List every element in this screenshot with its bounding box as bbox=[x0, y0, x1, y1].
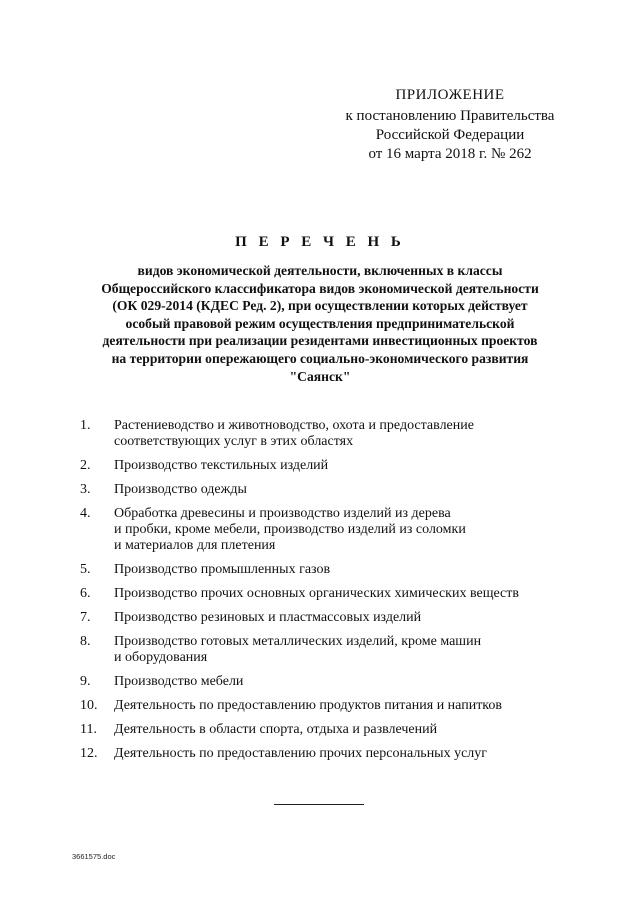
item-line: Растениеводство и животноводство, охота и предоставление bbox=[114, 418, 474, 433]
subtitle-line: на территории опережающего социально-экономического развития bbox=[111, 350, 529, 366]
item-number: 7. bbox=[80, 610, 91, 625]
list-item bbox=[80, 746, 580, 762]
item-line: Производство текстильных изделий bbox=[114, 458, 329, 473]
subtitle-line: особый правовой режим осуществления предпринимательской bbox=[125, 315, 515, 331]
item-text bbox=[114, 698, 580, 714]
list-item bbox=[80, 418, 580, 450]
item-number: 12. bbox=[80, 746, 98, 761]
item-line: Производство промышленных газов bbox=[114, 562, 331, 577]
item-number: 1. bbox=[80, 418, 91, 433]
list-item bbox=[80, 482, 580, 498]
list-item bbox=[80, 562, 580, 578]
item-line: Деятельность по предоставлению продуктов питания и напитков bbox=[114, 698, 503, 713]
item-text bbox=[114, 674, 580, 690]
item-number: 3. bbox=[80, 482, 91, 497]
item-text bbox=[114, 634, 580, 666]
item-text bbox=[114, 506, 580, 554]
item-text bbox=[114, 610, 580, 626]
file-name: 3661575.doc bbox=[72, 852, 116, 861]
appendix-line-1: к постановлению Правительства bbox=[345, 108, 555, 124]
item-line: Производство резиновых и пластмассовых изделий bbox=[114, 610, 422, 625]
item-line: Обработка древесины и производство изделий из дерева bbox=[114, 506, 451, 521]
appendix-line-2: Российской Федерации bbox=[375, 127, 525, 143]
subtitle-line: "Саянск" bbox=[289, 368, 351, 384]
item-number: 9. bbox=[80, 674, 91, 689]
item-text bbox=[114, 482, 580, 498]
item-number: 2. bbox=[80, 458, 91, 473]
appendix-block bbox=[330, 86, 570, 164]
item-text bbox=[114, 586, 580, 602]
item-line: Производство одежды bbox=[114, 482, 247, 497]
list-item bbox=[80, 722, 580, 738]
item-number: 8. bbox=[80, 634, 91, 649]
item-text bbox=[114, 722, 580, 738]
list-item bbox=[80, 698, 580, 714]
item-line: и оборудования bbox=[114, 650, 208, 665]
item-line: соответствующих услуг в этих областях bbox=[114, 434, 354, 449]
list-item bbox=[80, 506, 580, 554]
item-line: и пробки, кроме мебели, производство изделий из соломки bbox=[114, 522, 466, 537]
list-item bbox=[80, 674, 580, 690]
item-line: Производство готовых металлических изделий, кроме машин bbox=[114, 634, 482, 649]
item-line: Деятельность по предоставлению прочих персональных услуг bbox=[114, 746, 488, 761]
item-number: 11. bbox=[80, 722, 97, 737]
list-item bbox=[80, 586, 580, 602]
item-line: Производство прочих основных органических химических веществ bbox=[114, 586, 519, 601]
list-item bbox=[80, 634, 580, 666]
activity-list bbox=[80, 418, 580, 770]
subtitle-line: Общероссийского классификатора видов экономической деятельности bbox=[101, 280, 539, 296]
subtitle-line: (ОК 029-2014 (КДЕС Ред. 2), при осуществлении которых действует bbox=[112, 298, 528, 314]
document-subtitle bbox=[60, 262, 580, 385]
item-text bbox=[114, 746, 580, 762]
subtitle-line: видов экономической деятельности, включенных в классы bbox=[137, 263, 503, 278]
item-number: 10. bbox=[80, 698, 98, 713]
item-number: 4. bbox=[80, 506, 91, 521]
item-line: и материалов для плетения bbox=[114, 538, 276, 553]
closing-rule bbox=[274, 804, 364, 805]
item-text bbox=[114, 418, 580, 450]
document-title: П Е Р Е Ч Е Н Ь bbox=[235, 234, 405, 250]
item-text bbox=[114, 562, 580, 578]
item-line: Производство мебели bbox=[114, 674, 244, 689]
subtitle-line: деятельности при реализации резидентами инвестиционных проектов bbox=[102, 333, 538, 349]
item-number: 5. bbox=[80, 562, 91, 577]
appendix-title: ПРИЛОЖЕНИЕ bbox=[395, 87, 505, 103]
list-item bbox=[80, 458, 580, 474]
list-item bbox=[80, 610, 580, 626]
appendix-line-3: от 16 марта 2018 г. № 262 bbox=[368, 146, 532, 162]
item-line: Деятельность в области спорта, отдыха и развлечений bbox=[114, 722, 438, 737]
item-number: 6. bbox=[80, 586, 91, 601]
item-text bbox=[114, 458, 580, 474]
